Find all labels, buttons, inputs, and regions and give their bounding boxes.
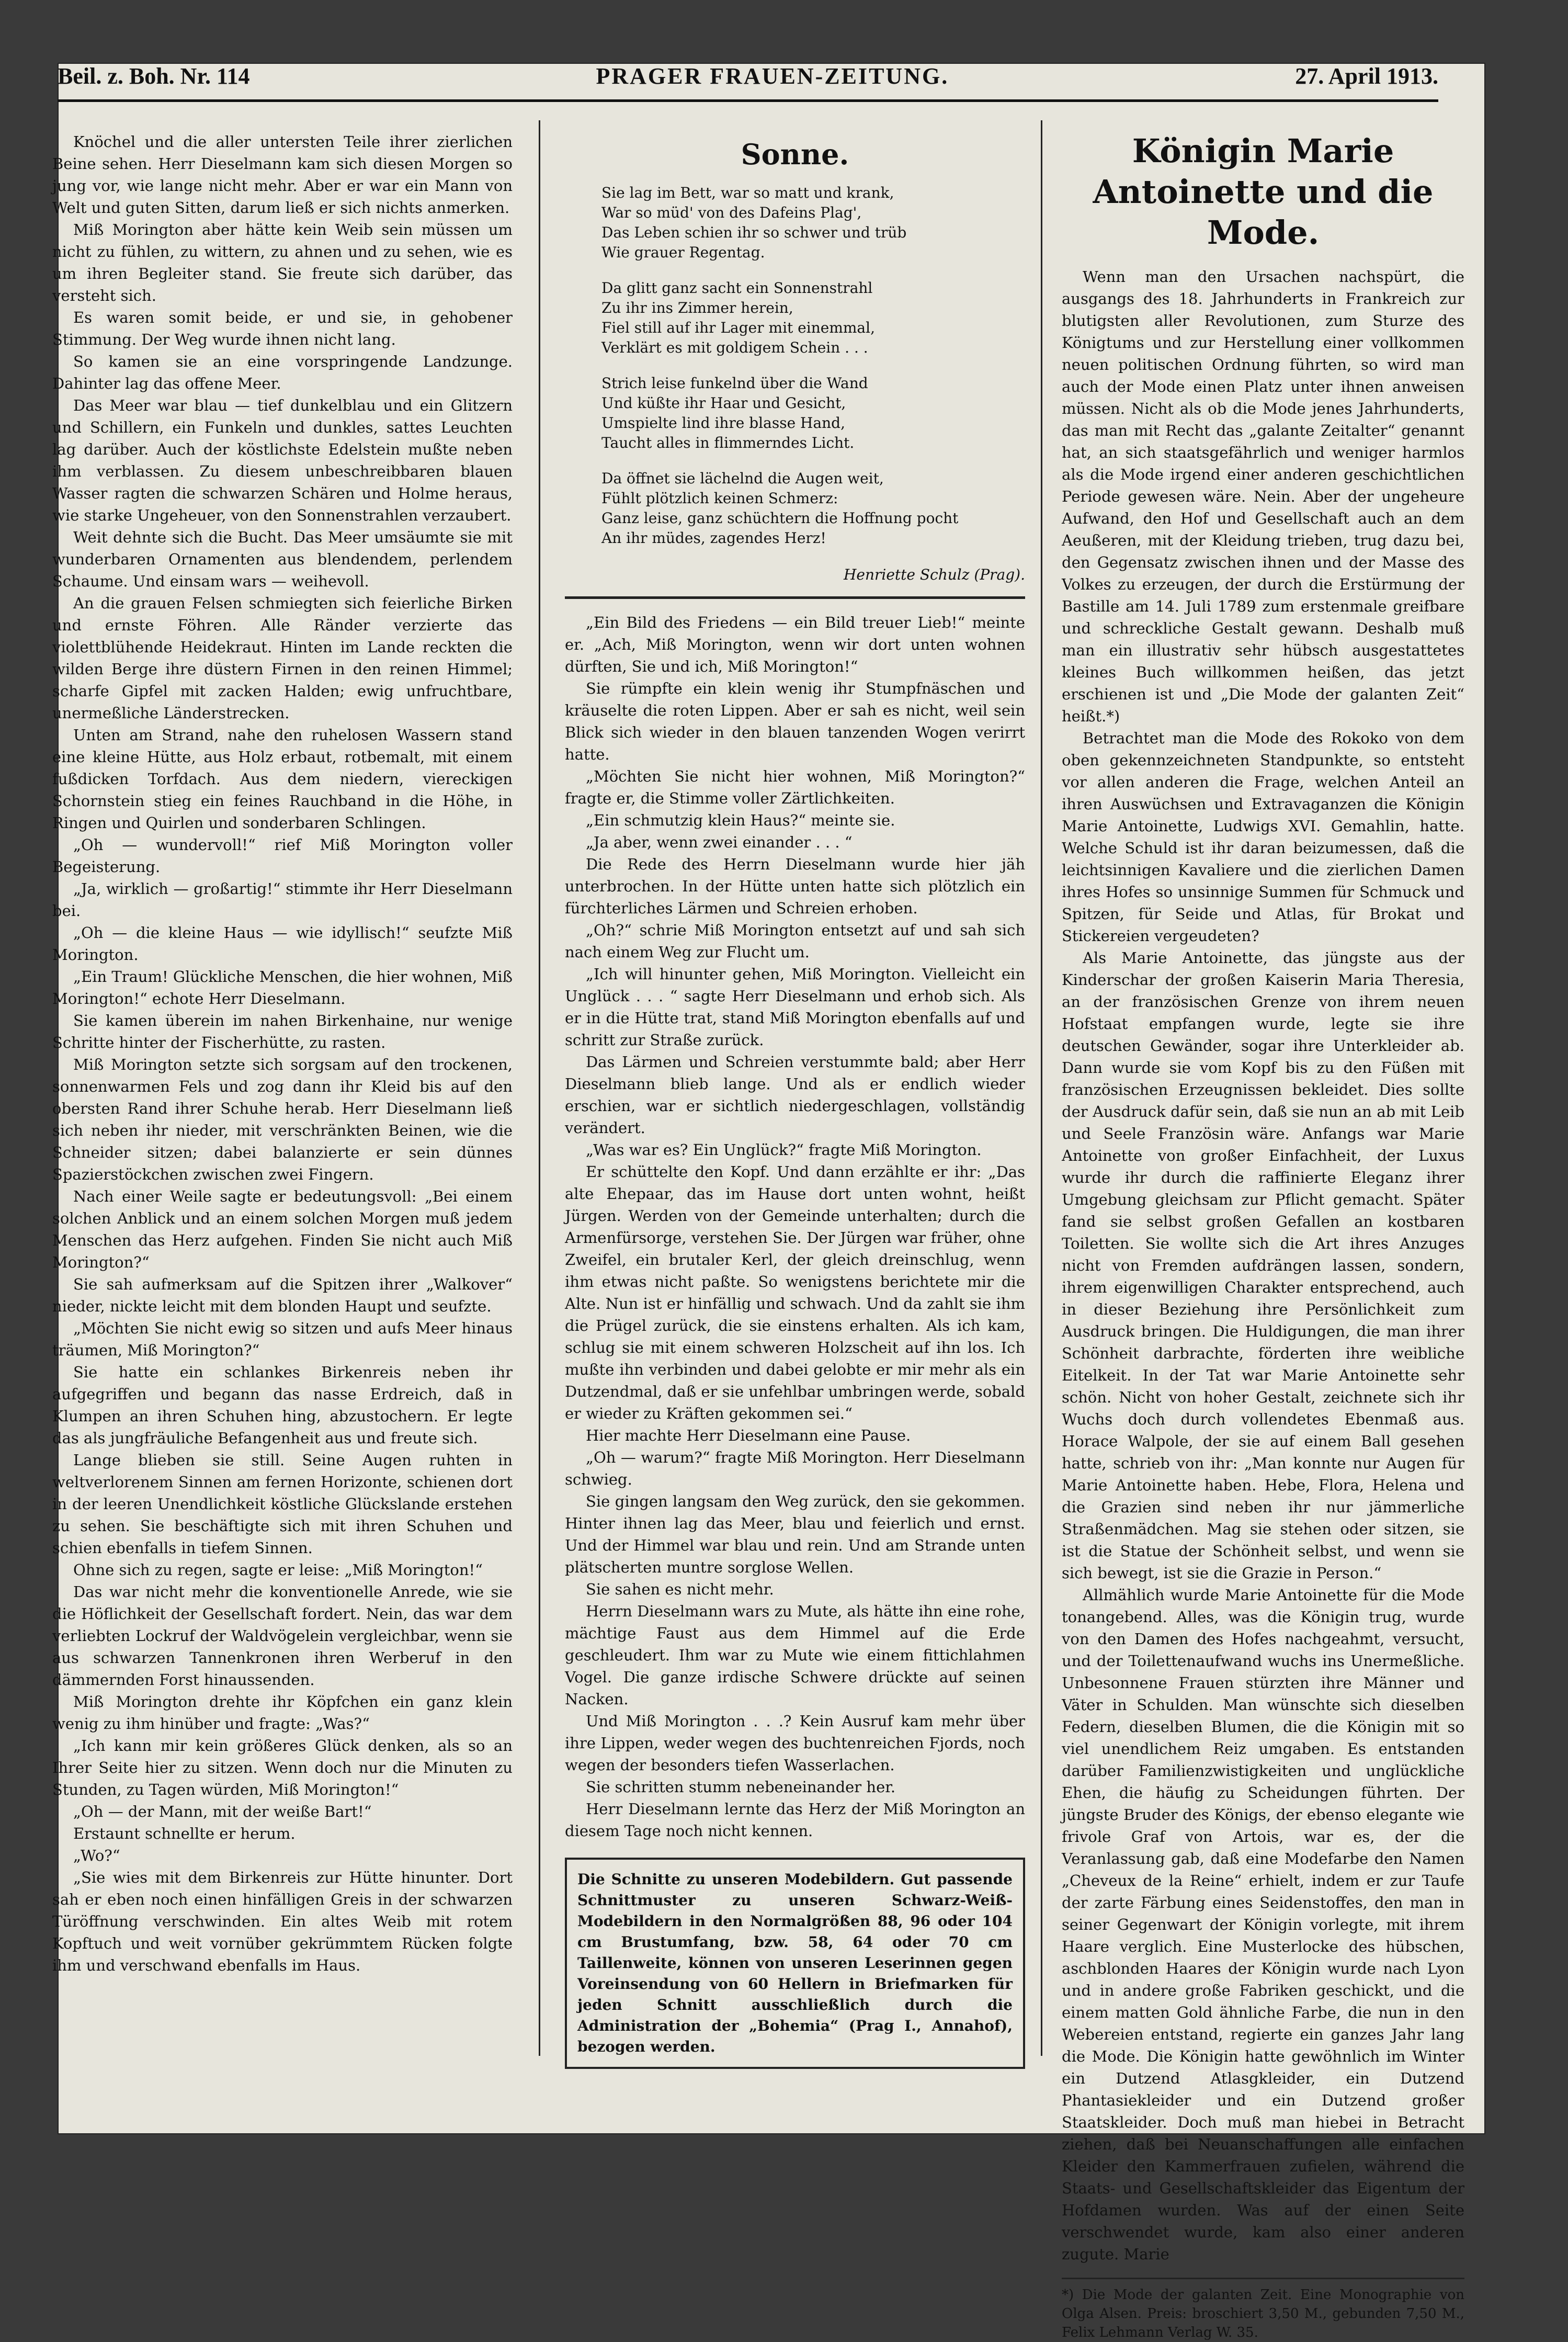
paragraph: „Ich will hinunter gehen, Miß Morington. Vielleicht ein Unglück . . . “ sagte Herr Dieselmann und erhob sich. Als er in die Hütte trat, stand Miß Morington ebenfalls auf und schritt zur Straße zurück.	[565, 965, 1025, 1049]
poem-line: Verklärt es mit goldigem Schein . . .	[601, 339, 868, 356]
poem-line: Sie lag im Bett, war so matt und krank,	[601, 184, 894, 201]
paragraph: Lange blieben sie still. Seine Augen ruhten in weltverlorenem Sinnen am fernen Horizonte, schienen dort in der leeren Unendlichkeit köstliche Glückslande erstehen zu sehen. Sie beschäftigte sich mit ihren Schuhen und schien ebenfalls in tiefem Sinnen.	[52, 1451, 513, 1557]
paragraph: Als Marie Antoinette, das jüngste aus der Kinderschar der großen Kaiserin Maria Theresia, an der französischen Grenze von ihrem neuen Hofstaat empfangen wurde, legte sie ihre deutschen Gewänder, sogar ihre Unterkleider ab. Dann wurde sie vom Kopf bis zu den Füßen mit französischen Erzeugnissen bekleidet. Dies sollte der Ausdruck dafür sein, daß sie nun an ab mit Leib und Seele Französin wäre. Anfangs war Marie Antoinette von großer Einfachheit, der Luxus wurde ihr durch die raffinierte Eleganz ihrer Umgebung gleichsam zur Pflicht gemacht. Später fand sie selbst großen Gefallen an kostbaren Toiletten. Sie wollte sich die Art ihres Anzuges nicht von Fremden aufdrängen lassen, sondern, ihrem eigenwilligen Charakter entsprechend, auch in dieser Beziehung ihre Persönlichkeit zum Ausdruck bringen. Die Huldigungen, die man ihrer Schönheit darbrachte, förderten ihre weibliche Eitelkeit. In der Tat war Marie Antoinette sehr schön. Nicht von hoher Gestalt, zeichnete sich ihr Wuchs doch durch vollendetes Ebenmaß aus. Horace Walpole, der sie auf einem Ball gesehen hatte, schrieb von ihr: „Man konnte nur Augen für Marie Antoinette haben. Hebe, Flora, Helena und die Grazien sind neben ihr nur jämmerliche Straßenmädchen. Mag sie stehen oder sitzen, sie ist die Statue der Schönheit selbst, und wenn sie sich bewegt, ist sie die Grazie in Person.“	[1062, 949, 1464, 1582]
paragraph: „Was war es? Ein Unglück?“ fragte Miß Morington.	[586, 1141, 982, 1159]
article-body	[1062, 266, 1464, 2265]
issue-date: 27. April 1913.	[1295, 63, 1438, 89]
paragraph: So kamen sie an eine vorspringende Landzunge. Dahinter lag das offene Meer.	[52, 353, 513, 392]
poem-line: An ihr müdes, zagendes Herz!	[601, 529, 826, 547]
paragraph: Sie schritten stumm nebeneinander her.	[586, 1778, 896, 1796]
paragraph: „Möchten Sie nicht ewig so sitzen und aufs Meer hinaus träumen, Miß Morington?“	[52, 1319, 513, 1359]
paragraph: Erstaunt schnellte er herum.	[73, 1825, 296, 1842]
paragraph: „Ein schmutzig klein Haus?“ meinte sie.	[586, 811, 895, 829]
paragraph: Das Lärmen und Schreien verstummte bald; aber Herr Dieselmann blieb lange. Und als er endlich wieder erschien, war er sichtlich niedergeschlagen, vollständig verändert.	[565, 1053, 1025, 1137]
section-divider	[565, 596, 1025, 599]
poem-line: Und küßte ihr Haar und Gesicht,	[601, 394, 846, 412]
paragraph: Das Meer war blau — tief dunkelblau und ein Glitzern und Schillern, ein Funkeln und dunkles, sattes Leuchten lag darüber. Auch der köstlichste Edelstein mußte neben ihm verblassen. Zu diesem unbeschreibbaren blauen Wasser ragten die schwarzen Schären und Holme heraus, wie starke Ungeheuer, von den Sonnenstrahlen verzaubert.	[52, 397, 513, 524]
poem-line: Taucht alles in flimmerndes Licht.	[601, 434, 855, 451]
paragraph: Allmählich wurde Marie Antoinette für die Mode tonangebend. Alles, was die Königin trug, wurde von den Damen des Hofes nachgeahmt, versucht, und der Toilettenaufwand wuchs ins Unermeßliche. Unbesonnene Frauen stürzten ihre Männer und Väter in Schulden. Man wünschte sich dieselben Federn, dieselben Blumen, die die Königin mit so viel unendlichem Reiz umgaben. Es entstanden darüber Familienzwistigkeiten und unglückliche Ehen, die häufig zu Scheidungen führten. Der jüngste Bruder des Königs, der ebenso elegante wie frivole Graf von Artois, war es, der die Veranlassung gab, daß eine Modefarbe den Namen „Cheveux de la Reine“ erhielt, indem er zur Taufe der zarte Färbung eines Seidenstoffes, den man in seiner Gegenwart der Königin vorlegte, mit ihrem Haare verglich. Eine Musterlocke des hübschen, aschblonden Haares der Königin wurde nach Lyon und in andere große Fabriken geschickt, und die einem matten Gold ähnliche Farbe, die nun in den Webereien entstand, regierte ein ganzes Jahr lang die Mode. Die Königin hatte gewöhnlich im Winter ein Dutzend Atlasgkleider, ein Dutzend Phantasiekleider und ein Dutzend großer Staatskleider. Doch muß man hiebei in Betracht ziehen, daß bei Neuanschaffungen alle einfachen Kleider den Kammerfrauen zufielen, während die Staats- und Gesellschaftskleider das Eigentum der Hofdamen wurden. Was auf der einen Seite verschwendet wurde, kam also einer anderen zugute. Marie	[1062, 1586, 1464, 2263]
article-title: Königin Marie Antoinette und die Mode.	[1093, 132, 1434, 252]
paragraph: Es waren somit beide, er und sie, in gehobener Stimmung. Der Weg wurde ihnen nicht lang.	[52, 309, 513, 348]
paragraph: „Sie wies mit dem Birkenreis zur Hütte hinunter. Dort sah er eben noch einen hinfälligen Greis in der schwarzen Türöffnung verschwinden. Ein altes Weib mit rotem Kopftuch und weit vornüber gekrümmtem Rücken folgte ihm und verschwand ebenfalls im Haus.	[52, 1869, 513, 1974]
poem-line: Umspielte lind ihre blasse Hand,	[601, 414, 846, 432]
column-rule-2	[1041, 120, 1042, 2056]
poem-body	[565, 183, 1025, 548]
newspaper-title: PRAGER FRAUEN-ZEITUNG.	[596, 63, 949, 89]
paragraph: Nach einer Weile sagte er bedeutungsvoll: „Bei einem solchen Anblick und an einem solchen Morgen muß jedem Menschen das Herz aufgehen. Finden Sie nicht auch Miß Morington?“	[52, 1187, 513, 1271]
paragraph: Ohne sich zu regen, sagte er leise: „Miß Morington!“	[73, 1561, 483, 1579]
paragraph: Sie sahen es nicht mehr.	[586, 1580, 774, 1598]
page-header	[58, 52, 1438, 102]
paragraph: Unten am Strand, nahe den ruhelosen Wassern stand eine kleine Hütte, aus Holz erbaut, rotbemalt, mit einem fußdicken Torfdach. Aus dem niedern, viereckigen Schornstein stieg ein feines Rauchband in die Höhe, in Ringen und Quirlen und sonderbaren Schlingen.	[52, 726, 513, 832]
poem-line: Da glitt ganz sacht ein Sonnenstrahl	[601, 279, 873, 297]
paragraph: Miß Morington drehte ihr Köpfchen ein ganz klein wenig zu ihm hinüber und fragte: „Was?“	[52, 1693, 513, 1733]
paragraph: Das war nicht mehr die konventionelle Anrede, wie sie die Höflichkeit der Gesellschaft fordert. Nein, das war dem verliebten Lockruf der Waldvögelein vergleichbar, wenn sie aus schwarzen Tannenkronen ihren Werberuf in den dämmernden Forst hinaussenden.	[52, 1583, 513, 1689]
paragraph: „Oh?“ schrie Miß Morington entsetzt auf und sah sich nach einem Weg zur Flucht um.	[565, 921, 1025, 961]
paragraph: Sie sah aufmerksam auf die Spitzen ihrer „Walkover“ nieder, nickte leicht mit dem blonden Haupt und seufzte.	[52, 1275, 513, 1315]
paragraph: „Ja aber, wenn zwei einander . . . “	[586, 833, 853, 851]
paragraph: Knöchel und die aller untersten Teile ihrer zierlichen Beine sehen. Herr Dieselmann kam sich diesen Morgen so jung vor, wie lange nicht mehr. Aber er war ein Mann von Welt und guten Sitten, darum ließ er sich nichts anmerken.	[52, 133, 513, 217]
paragraph: „Ein Bild des Friedens — ein Bild treuer Lieb!“ meinte er. „Ach, Miß Morington, wenn wir dort unten wohnen dürften, Sie und ich, Miß Morington!“	[565, 614, 1025, 675]
paragraph: Sie kamen überein im nahen Birkenhaine, nur wenige Schritte hinter der Fischerhütte, zu rasten.	[52, 1012, 513, 1051]
poem-line: Das Leben schien ihr so schwer und trüb	[601, 224, 907, 241]
paragraph: „Oh — warum?“ fragte Miß Morington. Herr Dieselmann schwieg.	[565, 1449, 1025, 1488]
paragraph: Und Miß Morington . . .? Kein Ausruf kam mehr über ihre Lippen, weder wegen des buchtenreichen Fjords, noch wegen der besonders tiefen Wasserlachen.	[565, 1712, 1025, 1774]
paragraph: Sie gingen langsam den Weg zurück, den sie gekommen. Hinter ihnen lag das Meer, blau und feierlich und ernst. Und der Himmel war blau und rein. Und am Strande unten plätscherten muntre sorglose Wellen.	[565, 1492, 1025, 1576]
poem-line: Ganz leise, ganz schüchtern die Hoffnung pocht	[601, 510, 959, 527]
paragraph: Sie rümpfte ein klein wenig ihr Stumpfnäschen und kräuselte die roten Lippen. Aber er sah es nicht, weil sein Blick sich wieder in den blauen tanzenden Wogen verirrt hatte.	[565, 680, 1025, 763]
poem-line: Fühlt plötzlich keinen Schmerz:	[601, 490, 838, 507]
paragraph: „Oh — der Mann, mit der weiße Bart!“	[73, 1803, 372, 1820]
paragraph: Miß Morington setzte sich sorgsam auf den trockenen, sonnenwarmen Fels und zog dann ihr Kleid bis auf den obersten Rand ihrer Schuhe herab. Herr Dieselmann ließ sich neben ihr nieder, mit verschränkten Beinen, wie die Schneider sitzen; dabei balanzierte er sein dünnes Spazierstöckchen zwischen zwei Fingern.	[52, 1056, 513, 1183]
poem-stanza	[601, 374, 1025, 453]
poem-stanza	[601, 469, 1025, 548]
poem-line: Wie grauer Regentag.	[601, 244, 765, 261]
poem-line: Da öffnet sie lächelnd die Augen weit,	[601, 470, 884, 487]
poem-stanza	[601, 278, 1025, 358]
paragraph: Hier machte Herr Dieselmann eine Pause.	[586, 1427, 911, 1444]
poem-line: Fiel still auf ihr Lager mit einemmal,	[601, 319, 875, 336]
column-story-continued	[52, 131, 513, 2056]
poem-line: Strich leise funkelnd über die Wand	[601, 375, 868, 392]
paragraph: Miß Morington aber hätte kein Weib sein müssen um nicht zu fühlen, zu wittern, zu ahnen und zu sehen, wie es um ihren Begleiter stand. Sie freute sich darüber, das versteht sich.	[52, 221, 513, 304]
pattern-notice-box: Die Schnitte zu unseren Modebildern. Gut passende Schnittmuster zu unseren Schwarz-Weiß-Modebildern in den Normalgrößen 88, 96 oder 104 cm Brustumfang, bzw. 58, 64 oder 70 cm Taillenweite, können von unseren Leserinnen gegen Voreinsendung von 60 Hellern in Briefmarken für jeden Schnitt ausschließlich durch die Administration der „Bohemia“ (Prag I., Annahof), bezogen werden.	[565, 1858, 1025, 2069]
paragraph: Herrn Dieselmann wars zu Mute, als hätte ihn eine rohe, mächtige Faust aus dem Himmel auf die Erde geschleudert. Ihm war zu Mute wie einem fittichlahmen Vogel. Die ganze irdische Schwere drückte auf seinen Nacken.	[565, 1602, 1025, 1708]
paragraph: Wenn man den Ursachen nachspürt, die ausgangs des 18. Jahrhunderts in Frankreich zur blutigsten aller Revolutionen, zum Sturze des Königtums und zur Herstellung einer vollkommen neuen politischen Ordnung führten, so wird man auch der Mode einen Platz unter ihnen anweisen müssen. Nicht als ob die Mode jenes Jahrhunderts, das man mit Recht das „galante Zeitalter“ genannt hat, an sich staatsgefährlich und weniger harmlos als die Mode irgend einer anderen geschichtlichen Periode gewesen wäre. Nein. Aber der ungeheure Aufwand, den Hof und Gesellschaft auch an dem Aeußeren, mit der Kleidung trieben, trug dazu bei, den Gegensatz zwischen ihnen und der Masse des Volkes zu erzeugen, der durch die Erstürmung der Bastille am 14. Juli 1789 zum erstenmale greifbare und schreckliche Gestalt gewann. Deshalb muß man ein illustrativ sehr hübsch ausgestattetes kleines Buch willkommen heißen, das jetzt erschienen ist und „Die Mode der galanten Zeit“ heißt.*)	[1062, 268, 1464, 725]
paragraph: „Oh — wundervoll!“ rief Miß Morington voller Begeisterung.	[52, 836, 513, 876]
column-rule-1	[539, 120, 540, 2056]
paragraph: „Wo?“	[73, 1847, 120, 1864]
paragraph: „Möchten Sie nicht hier wohnen, Miß Morington?“ fragte er, die Stimme voller Zärtlichkeiten.	[565, 767, 1025, 807]
story-continuation	[565, 612, 1025, 1842]
paragraph: Er schüttelte den Kopf. Und dann erzählte er ihr: „Das alte Ehepaar, das im Hause dort unten wohnt, heißt Jürgen. Werden von der Gemeinde unterhalten; durch die Armenfürsorge, verstehen Sie. Der Jürgen war früher, ohne Zweifel, ein brutaler Kerl, der gleich dreinschlug, wenn ihm etwas nicht paßte. So wenigstens berichtete mir die Alte. Nun ist er hinfällig und schwach. Und da zahlt sie ihm die Prügel zurück, die sie einstens erhalten. Als ich kam, schlug sie mit einem schweren Holzscheit auf ihn los. Ich mußte ihn verbinden und dabei gelobte er mir mehr als ein Dutzendmal, daß er sie unfehlbar umbringen werde, sobald er wieder zu Kräften gekommen sei.“	[565, 1163, 1025, 1422]
poem-line: War so müd' von des Dafeins Plag',	[601, 204, 862, 221]
paragraph: „Ein Traum! Glückliche Menschen, die hier wohnen, Miß Morington!“ echote Herr Dieselmann.	[52, 968, 513, 1008]
paragraph: An die grauen Felsen schmiegten sich feierliche Birken und ernste Föhren. Alle Ränder verzierte das violettblühende Heidekraut. Hinten im Lande reckten die wilden Berge ihre düstern Firnen in den reinen Himmel; scharfe Gipfel mit zacken Halden; ewig unfruchtbare, unermeßliche Länderstrecken.	[52, 594, 513, 722]
paragraph: Die Rede des Herrn Dieselmann wurde hier jäh unterbrochen. In der Hütte unten hatte sich plötzlich ein fürchterliches Lärmen und Schreien erhoben.	[565, 855, 1025, 917]
column-marie-antoinette-article	[1062, 131, 1464, 2340]
poem-author: Henriette Schulz (Prag).	[843, 566, 1025, 583]
poem-title: Sonne.	[741, 138, 849, 171]
paragraph: „Ja, wirklich — großartig!“ stimmte ihr Herr Dieselmann bei.	[52, 880, 513, 920]
paragraph: Weit dehnte sich die Bucht. Das Meer umsäumte sie mit wunderbaren Ornamenten aus blendendem, perlendem Schaume. Und einsam wars — weihevoll.	[52, 528, 513, 590]
paragraph: „Oh — die kleine Haus — wie idyllisch!“ seufzte Miß Morington.	[52, 924, 513, 964]
column-poem-and-story	[565, 131, 1025, 2056]
paragraph: Betrachtet man die Mode des Rokoko von dem oben gekennzeichneten Standpunkte, so entsteht vor allen anderen die Frage, welchen Anteil an ihren Auswüchsen und Extravaganzen die Königin Marie Antoinette, Ludwigs XVI. Gemahlin, hatte. Welche Schuld ist ihr daran beizumessen, daß die leichtsinnigen Kavaliere und die zierlichen Damen ihres Hofes so unsinnige Summen für Schmuck und Spitzen, für Seide und Atlas, für Brokat und Stickereien vergeudeten?	[1062, 729, 1464, 945]
paragraph: „Ich kann mir kein größeres Glück denken, als so an Ihrer Seite hier zu sitzen. Wenn doch nur die Minuten zu Stunden, zu Tagen würden, Miß Morington!“	[52, 1737, 513, 1798]
paragraph: Herr Dieselmann lernte das Herz der Miß Morington an diesem Tage noch nicht kennen.	[565, 1800, 1025, 1840]
article-footnote: *) Die Mode der galanten Zeit. Eine Monographie von Olga Alsen. Preis: broschiert 3,50 M., gebunden 7,50 M., Felix Lehmann Verlag W. 35.	[1062, 2278, 1464, 2342]
paragraph: Sie hatte ein schlankes Birkenreis neben ihr aufgegriffen und begann das nasse Erdreich, daß in Klumpen an ihren Schuhen hing, abzustochern. Er legte das als jungfräuliche Befangenheit aus und freute sich.	[52, 1363, 513, 1447]
poem-line: Zu ihr ins Zimmer herein,	[601, 299, 793, 316]
poem-stanza	[601, 183, 1025, 263]
issue-reference: Beil. z. Boh. Nr. 114	[58, 63, 250, 89]
